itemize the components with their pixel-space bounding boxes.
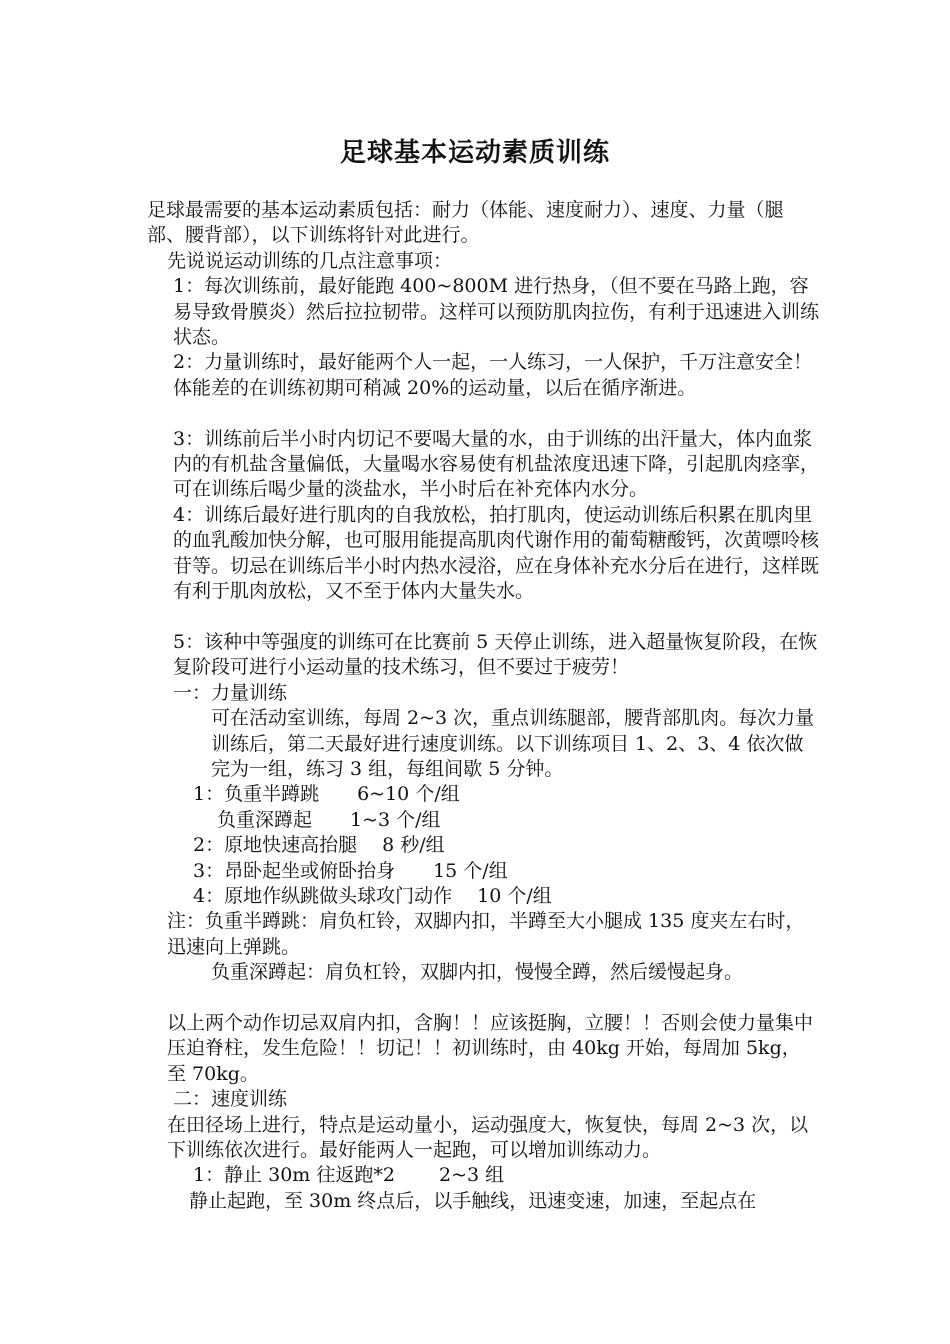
- notes-heading: 先说说运动训练的几点注意事项：: [167, 249, 453, 272]
- note-1: 1：每次训练前，最好能跑 400~800M 进行热身，（但不要在马路上跑，容易导致骨膜炎）然后拉拉韧带。这样可以预防肌肉拉伤，有利于迅速进入训练状态。: [173, 275, 820, 349]
- note-4: 4：训练后最好进行肌肉的自我放松，拍打肌肉，使运动训练后积累在肌肉里的血乳酸加快分解，也可服用能提高肌肉代谢作用的葡萄糖酸钙，次黄嘌呤核苷等。切忌在训练后半小时内热水浸浴，应在身体补充水分后在进行，这样既有利于肌肉放松，又不至于体内大量失水。: [173, 503, 820, 603]
- document-body: [147, 198, 819, 1214]
- exercise-item-2: 2：原地快速高抬腿 8 秒/组: [193, 834, 445, 857]
- speed-item-1-description: 静止起跑，至 30m 终点后，以手触线，迅速变速，加速，至起点在: [189, 1189, 757, 1212]
- note-2: 2：力量训练时，最好能两个人一起，一人练习，一人保护，千万注意安全！体能差的在训练初期可稍减 20%的运动量，以后在循序渐进。: [173, 351, 813, 399]
- speed-item-1: 1：静止 30m 往返跑*2 2~3 组: [193, 1164, 505, 1187]
- exercise-note-b: 负重深蹲起：肩负杠铃，双脚内扣，慢慢全蹲，然后缓慢起身。: [211, 961, 744, 984]
- exercise-note-a: 注：负重半蹲跳：肩负杠铃，双脚内扣，半蹲至大小腿成 135 度夹左右时，迅速向上弹跳。: [167, 910, 805, 958]
- intro-paragraph: 足球最需要的基本运动素质包括：耐力（体能、速度耐力）、速度、力量（腿部、腰背部），以下训练将针对此进行。: [147, 199, 784, 247]
- exercise-item-3: 3：昂卧起坐或俯卧抬身 15 个/组: [193, 859, 508, 882]
- safety-warning: 以上两个动作切忌双肩内扣，含胸！！应该挺胸，立腰！！否则会使力量集中压迫脊柱，发生危险！！切记！！初训练时，由 40kg 开始，每周加 5kg，至 70kg。: [167, 1011, 814, 1085]
- blank-line: [147, 604, 819, 629]
- exercise-item-1: 1：负重半蹲跳 6~10 个/组: [193, 783, 460, 806]
- note-5: 5：该种中等强度的训练可在比赛前 5 天停止训练，进入超量恢复阶段，在恢复阶段可进行小运动量的技术练习，但不要过于疲劳！: [173, 630, 818, 679]
- section-heading-strength: 一：力量训练: [173, 681, 288, 704]
- section-intro-speed: 在田径场上进行，特点是运动量小，运动强度大，恢复快，每周 2~3 次，以下训练依次进行。最好能两人一起跑，可以增加训练动力。: [167, 1113, 809, 1161]
- blank-line: [147, 401, 819, 426]
- section-intro-strength: 可在活动室训练，每周 2~3 次，重点训练腿部，腰背部肌肉。每次力量训练后，第二天最好进行速度训练。以下训练项目 1、2、3、4 依次做完为一组，练习 3 组，每组间歇 5 分钟。: [211, 707, 815, 780]
- note-3: 3：训练前后半小时内切记不要喝大量的水，由于训练的出汗量大，体内血浆内的有机盐含量偏低，大量喝水容易使有机盐浓度迅速下降，引起肌肉痉挛，可在训练后喝少量的淡盐水，半小时后在补充体内水分。: [173, 427, 820, 501]
- document-title: 足球基本运动素质训练: [339, 138, 610, 168]
- exercise-item-4: 4：原地作纵跳做头球攻门动作 10 个/组: [193, 884, 552, 907]
- blank-line: [147, 986, 819, 1011]
- section-heading-speed: 二：速度训练: [173, 1088, 288, 1111]
- exercise-item-1b: 负重深蹲起 1~3 个/组: [217, 808, 441, 831]
